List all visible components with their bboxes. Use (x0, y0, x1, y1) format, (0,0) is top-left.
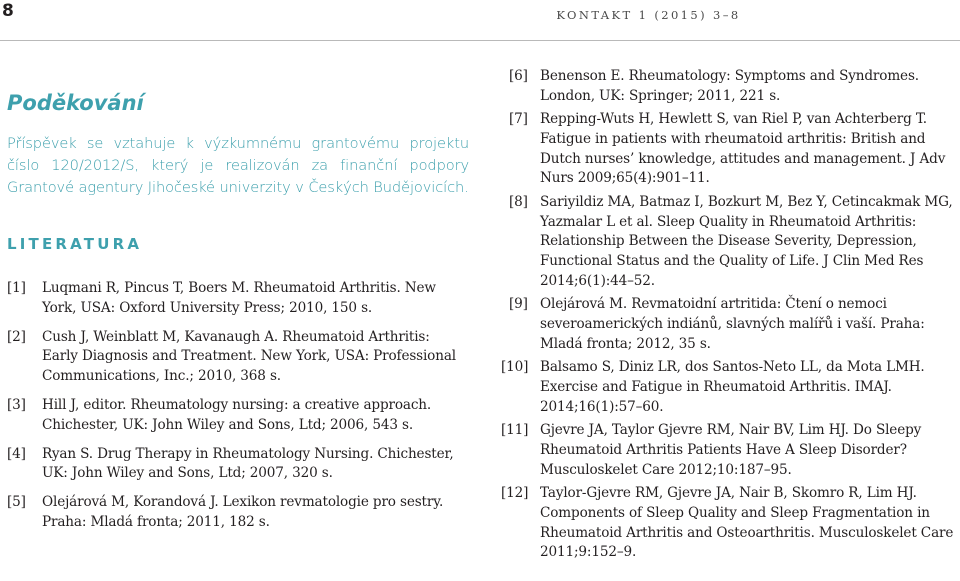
reference-item (501, 421, 957, 480)
reference-number: [2] (7, 328, 26, 345)
reference-item (501, 358, 957, 417)
reference-item (7, 396, 469, 436)
reference-list-right (501, 67, 957, 563)
right-column (501, 67, 957, 567)
reference-text: Gjevre JA, Taylor Gjevre RM, Nair BV, Lim HJ. Do Sleepy Rheumatoid Arthritis Patients Have A Sleep Disorder? Musculoskelet Care 2012;10:187–95. (540, 422, 922, 478)
reference-text: Luqmani R, Pincus T, Boers M. Rheumatoid Arthritis. New York, USA: Oxford University Press; 2010, 150 s. (42, 280, 436, 316)
reference-number: [1] (7, 280, 26, 296)
reference-number: [7] (509, 111, 528, 128)
reference-text: Hill J, editor. Rheumatology nursing: a creative approach. Chichester, UK: John Wiley and Sons, Ltd; 2006, 543 s. (42, 396, 432, 433)
reference-text: Balsamo S, Diniz LR, dos Santos-Neto LL, da Mota LMH. Exercise and Fatigue in Rheumatoid Arthritis. IMAJ. 2014;16(1):57–60. (540, 359, 925, 415)
reference-item (509, 295, 957, 354)
reference-number: [11] (501, 422, 529, 439)
reference-item (509, 110, 957, 189)
reference-number: [8] (509, 193, 528, 210)
reference-text: Sariyildiz MA, Batmaz I, Bozkurt M, Bez Y, Cetincakmak MG, Yazmalar L et al. Sleep Quality in Rheumatoid Arthritis: Relationship Between the Disease Severity, Depression, Functional Status and the Quality of Life. J Clin Med Res 2014;6(1):44–52. (540, 193, 953, 289)
acknowledgement-text: Příspěvek se vztahuje k výzkumnému grantovému projektu číslo 120/2012/S, který je realizován za finanční podpory Grantové agentury Jihočeské univerzity v Českých Budějovicích. (7, 135, 469, 196)
literature-heading: LITERATURA (7, 235, 143, 253)
reference-item (501, 484, 957, 563)
reference-text: Olejárová M. Revmatoidní artritida: Čtení o nemoci severoamerických indiánů, slavných malířů i vaší. Praha: Mladá fronta; 2012, 35 s. (540, 296, 925, 352)
reference-item (7, 279, 469, 319)
acknowledgement-heading: Poděkování (7, 91, 144, 115)
reference-number: [9] (509, 296, 528, 313)
reference-item (7, 493, 469, 533)
reference-list-left (7, 279, 469, 533)
left-column (7, 90, 469, 542)
reference-text: Ryan S. Drug Therapy in Rheumatology Nursing. Chichester, UK: John Wiley and Sons, Ltd; 2007, 320 s. (42, 445, 454, 482)
header-rule (0, 40, 960, 41)
running-header: KONTAKT 1 (2015) 3–8 (556, 8, 741, 22)
reference-number: [10] (501, 359, 529, 376)
reference-item (7, 328, 469, 387)
reference-text: Cush J, Weinblatt M, Kavanaugh A. Rheumatoid Arthritis: Early Diagnosis and Treatment. New York, USA: Professional Communications, Inc.; 2010, 368 s. (42, 328, 456, 385)
reference-number: [3] (7, 396, 26, 413)
reference-number: [12] (501, 484, 529, 501)
page-number: 8 (2, 1, 14, 21)
reference-text: Taylor-Gjevre RM, Gjevre JA, Nair B, Skomro R, Lim HJ. Components of Sleep Quality and Sleep Fragmentation in Rheumatoid Arthritis and Osteoarthritis. Musculoskelet Care 2011;9:152–9. (540, 484, 954, 561)
reference-text: Repping-Wuts H, Hewlett S, van Riel P, van Achterberg T. Fatigue in patients with rheumatoid arthritis: British and Dutch nurses’ knowledge, attitudes and management. J Adv Nurs 2009;65(4):901–11. (540, 111, 946, 187)
reference-item (509, 67, 957, 107)
reference-number: [5] (7, 494, 26, 511)
reference-item (7, 445, 469, 485)
reference-text: Benenson E. Rheumatology: Symptoms and Syndromes. London, UK: Springer; 2011, 221 s. (540, 68, 919, 104)
reference-text: Olejárová M, Korandová J. Lexikon revmatologie pro sestry. Praha: Mladá fronta; 2011, 182 s. (42, 494, 444, 530)
reference-number: [4] (7, 445, 26, 462)
reference-item (509, 193, 957, 292)
reference-number: [6] (509, 68, 528, 84)
